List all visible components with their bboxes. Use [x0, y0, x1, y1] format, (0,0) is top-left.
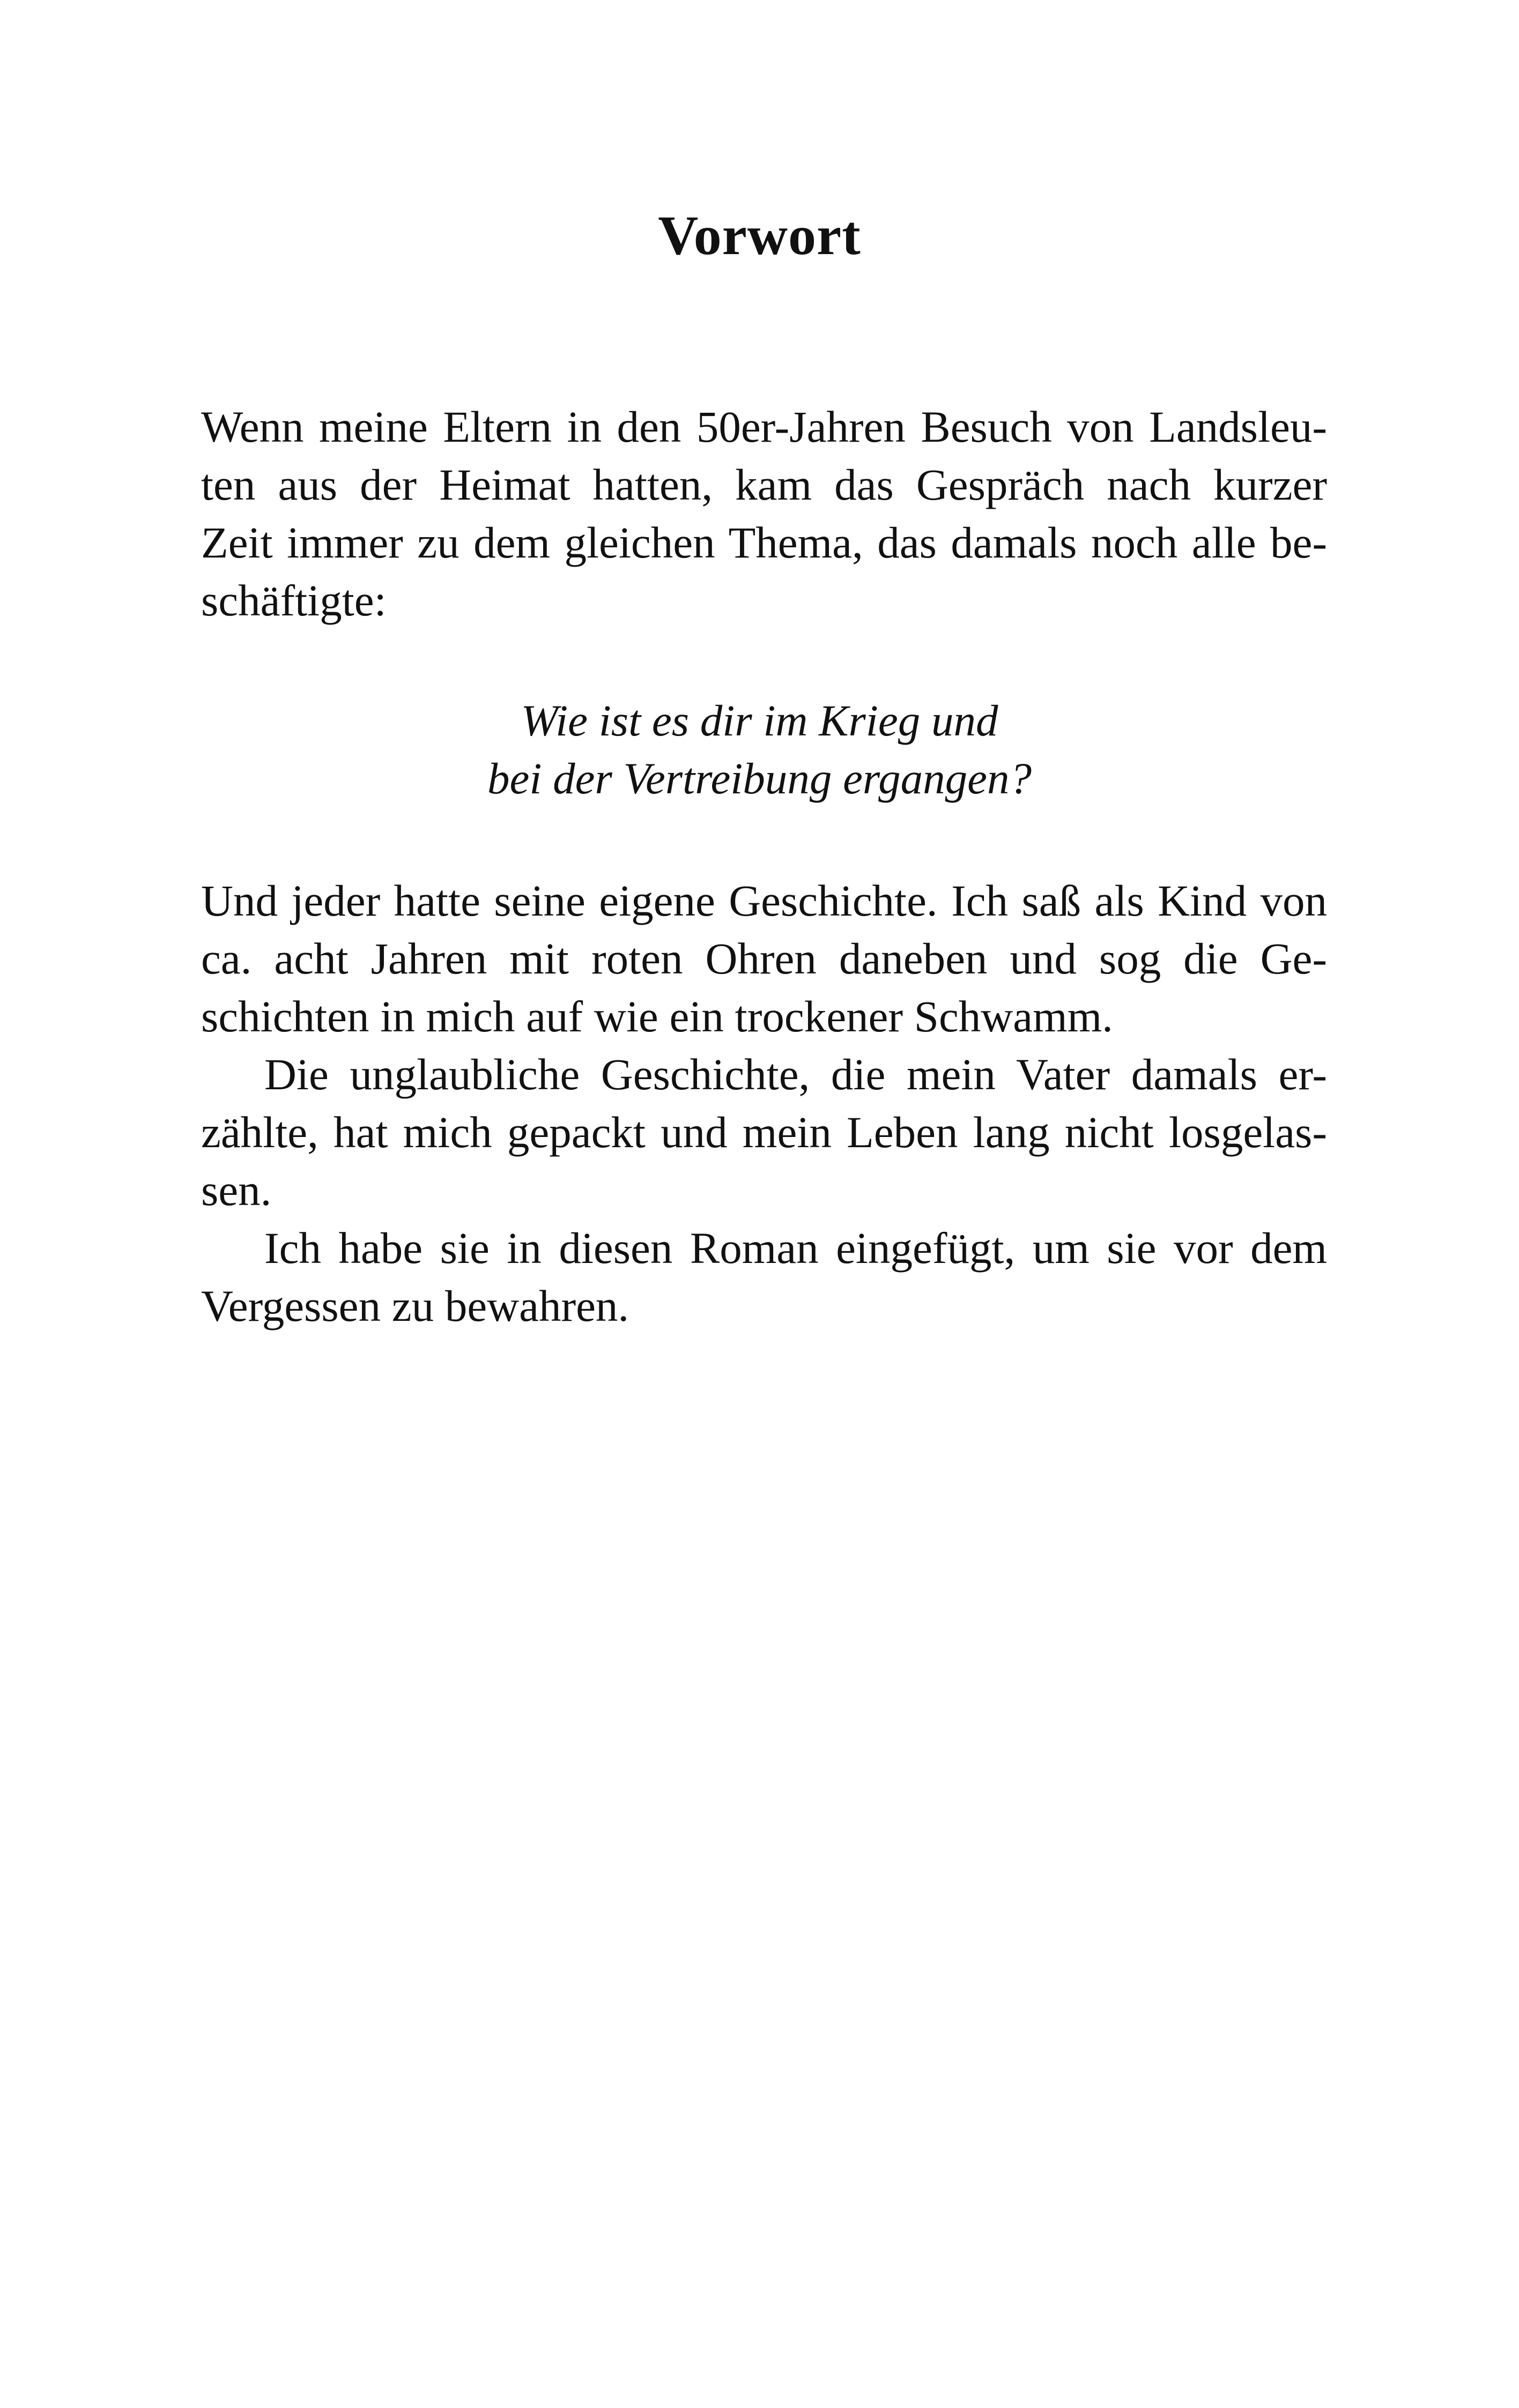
text-line: Zeit immer zu dem gleichen Thema, das damals noch alle be- [201, 518, 1327, 567]
text-line: sen. [201, 1165, 272, 1215]
text-line: Ich habe sie in diesen Roman eingefügt, um sie vor dem [264, 1223, 1327, 1273]
text-line: zählte, hat mich gepackt und mein Leben lang nicht losgelas- [201, 1108, 1327, 1157]
paragraph-intro [201, 398, 1327, 629]
quote-line: bei der Vertreibung ergangen? [487, 754, 1032, 803]
text-line: Die unglaubliche Geschichte, die mein Vater damals er- [264, 1050, 1327, 1099]
text-line: ca. acht Jahren mit roten Ohren daneben und sog die Ge- [201, 934, 1327, 983]
page-title: Vorwort [658, 205, 861, 266]
text-line: schichten in mich auf wie ein trockener Schwamm. [201, 992, 1113, 1041]
quote [0, 692, 1519, 807]
text-line: Vergessen zu bewahren. [201, 1281, 629, 1331]
paragraph-body [201, 872, 1327, 1335]
text-line: schäftigte: [201, 576, 387, 625]
text-line: ten aus der Heimat hatten, kam das Gespräch nach kurzer [201, 460, 1327, 509]
text-line: Und jeder hatte seine eigene Geschichte. Ich saß als Kind von [201, 876, 1327, 925]
quote-line: Wie ist es dir im Krieg und [521, 696, 998, 745]
text-line: Wenn meine Eltern in den 50er-Jahren Besuch von Landsleu- [201, 402, 1327, 451]
